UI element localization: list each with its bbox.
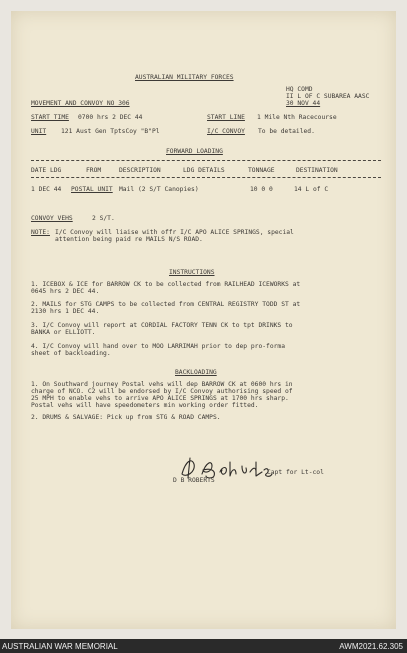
instructions-heading: INSTRUCTIONS — [169, 269, 215, 276]
unit-label: UNIT — [31, 128, 47, 135]
hq-line-1: HQ COMD — [286, 86, 313, 93]
backloading-line-4: Postal vehs will have speedometers min working order fitted. — [31, 402, 259, 409]
footer-institution: AUSTRALIAN WAR MEMORIAL — [2, 642, 118, 651]
table-header-destination: DESTINATION — [296, 167, 338, 174]
table-cell-destination: 14 L of C — [294, 186, 329, 193]
table-cell-tonnage: 10 0 0 — [250, 186, 273, 193]
note-line-1: I/C Convoy will liaise with offr I/C APO ALICE SPRINGS, special — [55, 229, 294, 236]
ic-convoy-value: To be detailed. — [258, 128, 315, 135]
table-header-ldg-details: LDG DETAILS — [183, 167, 225, 174]
forward-loading-heading: FORWARD LOADING — [166, 148, 223, 155]
instruction-3-line-2: BANKA or ELLIOTT. — [31, 329, 96, 336]
document-title: AUSTRALIAN MILITARY FORCES — [135, 74, 234, 81]
document-paper — [11, 11, 396, 629]
note-label: NOTE: — [31, 229, 50, 236]
signature-rank: Capt for Lt-col — [267, 469, 324, 476]
instruction-4-line-2: sheet of backloading. — [31, 350, 111, 357]
convoy-vehs-label: CONVOY VEHS — [31, 215, 73, 222]
start-time-value: 0700 hrs 2 DEC 44 — [78, 114, 143, 121]
table-header-tonnage: TONNAGE — [248, 167, 275, 174]
start-time-label: START TIME — [31, 114, 69, 121]
backloading-heading: BACKLOADING — [175, 369, 217, 376]
table-top-rule — [31, 160, 381, 161]
instruction-2-line-1: 2. MAILS for STG CAMPS to be collected from CENTRAL REGISTRY TODD ST at — [31, 301, 301, 308]
backloading-line-1: 1. On Southward journey Postal vehs will dep BARROW CK at 0600 hrs in — [31, 381, 293, 388]
table-header-from: FROM — [86, 167, 102, 174]
table-cell-description: Mail (2 S/T Canopies) — [119, 186, 199, 193]
instruction-1-line-1: 1. ICEBOX & ICE for BARROW CK to be collected from RAILHEAD ICEWORKS at — [31, 281, 301, 288]
table-cell-from: POSTAL UNIT — [71, 186, 113, 193]
table-header-description: DESCRIPTION — [119, 167, 161, 174]
instruction-3-line-1: 3. I/C Convoy will report at CORDIAL FACTORY TENN CK to tpt DRINKS to — [31, 322, 293, 329]
backloading-line-3: 25 MPH to enable vehs to arrive APO ALICE SPRINGS at 1700 hrs sharp. — [31, 395, 289, 402]
footer-bar — [0, 639, 407, 653]
note-line-2: attention being paid re MAILS N/S ROAD. — [55, 236, 203, 243]
signature-name: D B ROBERTS — [173, 477, 215, 484]
instruction-2-line-2: 2130 hrs 1 DEC 44. — [31, 308, 100, 315]
footer-accession-number: AWM2021.62.305 — [339, 642, 403, 651]
convoy-vehs-value: 2 S/T. — [92, 215, 115, 222]
start-line-label: START LINE — [207, 114, 245, 121]
backloading-line-5: 2. DRUMS & SALVAGE: Pick up from STG & ROAD CAMPS. — [31, 414, 221, 421]
table-cell-date: 1 DEC 44 — [31, 186, 62, 193]
table-mid-rule — [31, 177, 381, 178]
hq-date: 30 NOV 44 — [286, 100, 321, 107]
movement-number: MOVEMENT AND CONVOY NO 306 — [31, 100, 130, 107]
hq-line-2: II L OF C SUBAREA AASC — [286, 93, 370, 100]
unit-value: 121 Aust Gen TptsCoy "B"Pl — [61, 128, 160, 135]
instruction-1-line-2: 0645 hrs 2 DEC 44. — [31, 288, 100, 295]
backloading-line-2: charge of NCO. C2 will be endorsed by I/C Convoy authorising speed of — [31, 388, 293, 395]
start-line-value: 1 Mile Nth Racecourse — [257, 114, 337, 121]
ic-convoy-label: I/C CONVOY — [207, 128, 245, 135]
table-header-date: DATE LDG — [31, 167, 62, 174]
instruction-4-line-1: 4. I/C Convoy will hand over to MOO LARRIMAH prior to dep pro-forma — [31, 343, 286, 350]
